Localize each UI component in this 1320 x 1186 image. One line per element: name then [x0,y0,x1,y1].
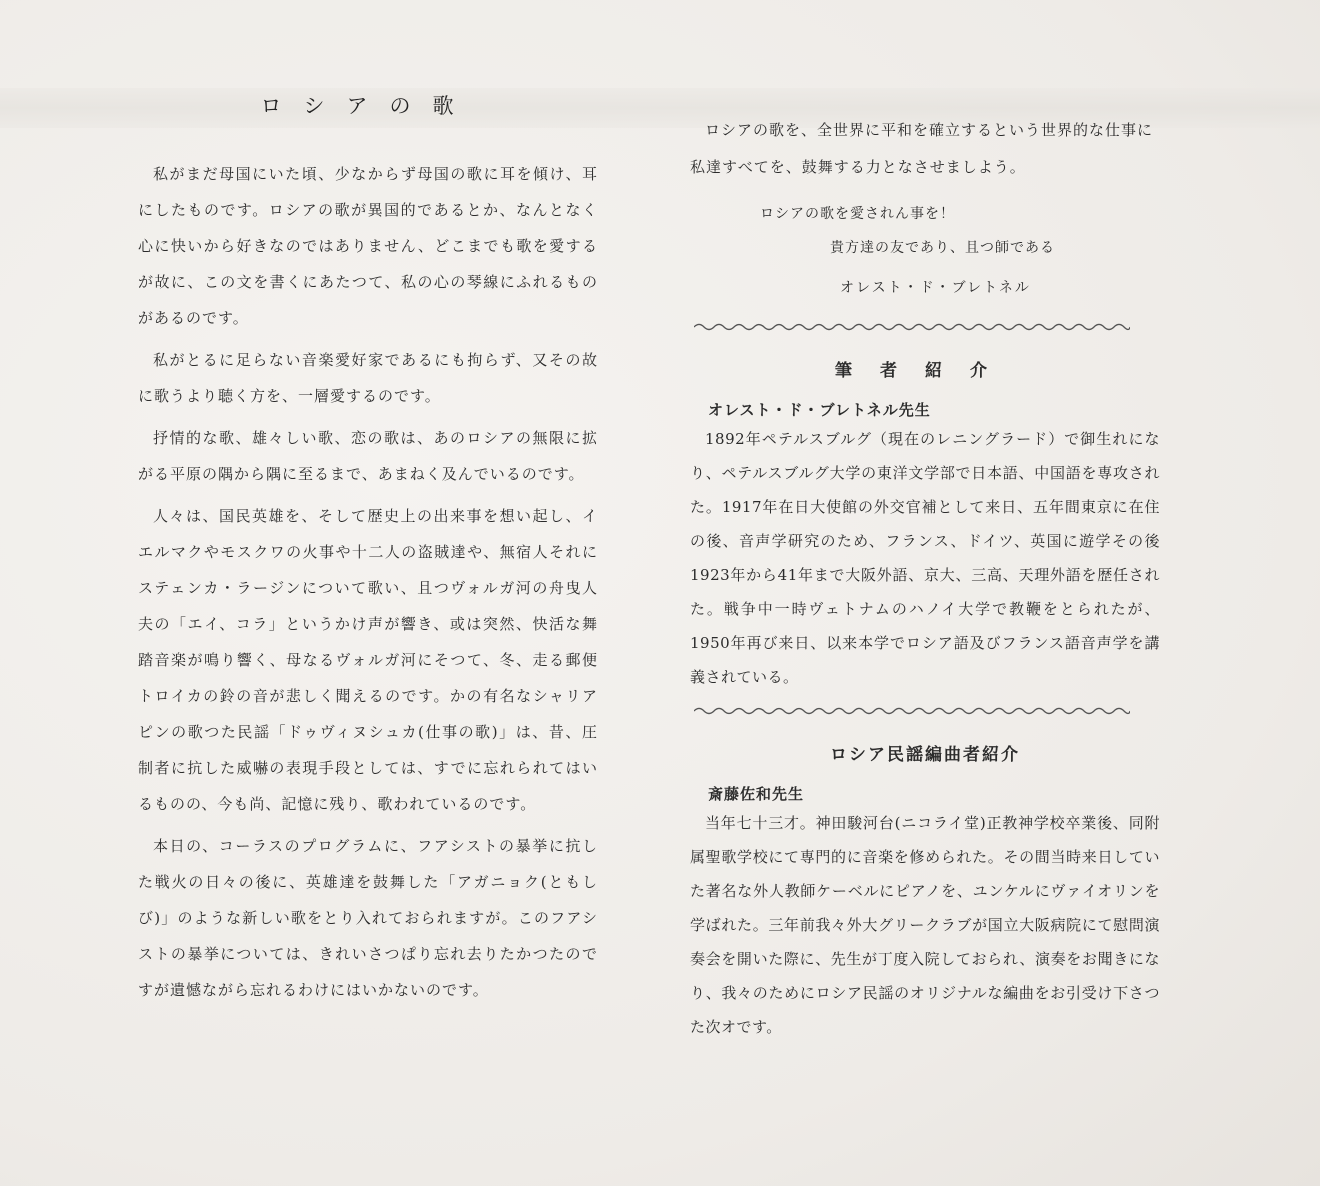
left-column [138,90,598,1014]
paragraph-3: 抒情的な歌、雄々しい歌、恋の歌は、あのロシアの無限に拡がる平原の隅から隅に至るまで、あまねく及んでいるのです。 [138,429,598,483]
article-title: ロシアの歌 [260,94,476,118]
closing-paragraph: ロシアの歌を、全世界に平和を確立するという世界的な仕事に私達すべてを、鼓舞する力となさせましよう。 [690,121,1154,176]
author-section-title: 筆者紹介 [835,361,1015,381]
arranger-bio: 当年七十三才。神田駿河台(ニコライ堂)正教神学校卒業後、同附属聖歌学校にて専門的に音楽を修められた。その間当時来日していた著名な外人教師ケーベルにピアノを、ユンケルにヴァイオリンを学ばれた。三年前我々外大グリークラブが国立大阪病院にて慰問演奏会を開いた際に、先生が丁度入院しておられ、演奏をお聞きになり、我々のためにロシア民謡のオリジナルな編曲をお引受け下さつた次オです。 [690,814,1160,1036]
arranger-section-title: ロシア民謡編曲者紹介 [830,745,1020,765]
right-column [690,112,1160,1044]
arranger-name: 斎藤佐和先生 [708,785,805,803]
paragraph-1: 私がまだ母国にいた頃、少なからず母国の歌に耳を傾け、耳にしたものです。ロシアの歌が異国的であるとか、なんとなく心に快いから好きなのではありません、どこまでも歌を愛するが故に、この文を書くにあたつて、私の心の琴線にふれるものがあるのです。 [138,165,598,327]
author-name: オレスト・ド・ブレトネル先生 [708,401,931,419]
wavy-divider-2 [694,704,1130,718]
wavy-divider-1 [694,320,1130,334]
author-signature: オレスト・ド・ブレトネル [840,280,1031,296]
author-bio: 1892年ペテルスブルグ（現在のレニングラード）で御生れになり、ペテルスブルグ大学の東洋文学部で日本語、中国語を専攻された。1917年在日大使館の外交官補として来日、五年間東京に在住の後、音声学研究のため、フランス、ドイツ、英国に遊学その後1923年から41年まで大阪外語、京大、三高、天理外語を歴任された。戦争中一時ヴェトナムのハノイ大学で教鞭をとられたが、1950年再び来日、以来本学でロシア語及びフランス語音声学を講義されている。 [690,430,1160,686]
paragraph-2: 私がとるに足らない音楽愛好家であるにも拘らず、又その故に歌うより聴く方を、一層愛するのです。 [138,351,598,405]
paragraph-5: 本日の、コーラスのプログラムに、フアシストの暴挙に抗した戦火の日々の後に、英雄達を鼓舞した「アガニョク(ともしび)」のような新しい歌をとり入れておられますが。このフアシストの暴挙については、きれいさつぱり忘れ去りたかつたのですが遺憾ながら忘れるわけにはいかないのです。 [138,837,598,999]
closing-line-2: 貴方達の友であり、且つ師である [830,240,1055,256]
closing-line-1: ロシアの歌を愛されん事を！ [760,206,955,222]
paragraph-4: 人々は、国民英雄を、そして歴史上の出来事を想い起し、イエルマクやモスクワの火事や十二人の盗賊達や、無宿人それにステェンカ・ラージンについて歌い、且つヴォルガ河の舟曳人夫の「エイ、コラ」というかけ声が響き、或は突然、快活な舞踏音楽が鳴り響く、母なるヴォルガ河にそつて、冬、走る郵便トロイカの鈴の音が悲しく聞えるのです。かの有名なシャリアピンの歌つた民謡「ドゥヴィヌシュカ(仕事の歌)」は、昔、圧制者に抗した威嚇の表現手段としては、すでに忘れられてはいるものの、今も尚、記憶に残り、歌われているのです。 [138,507,598,813]
